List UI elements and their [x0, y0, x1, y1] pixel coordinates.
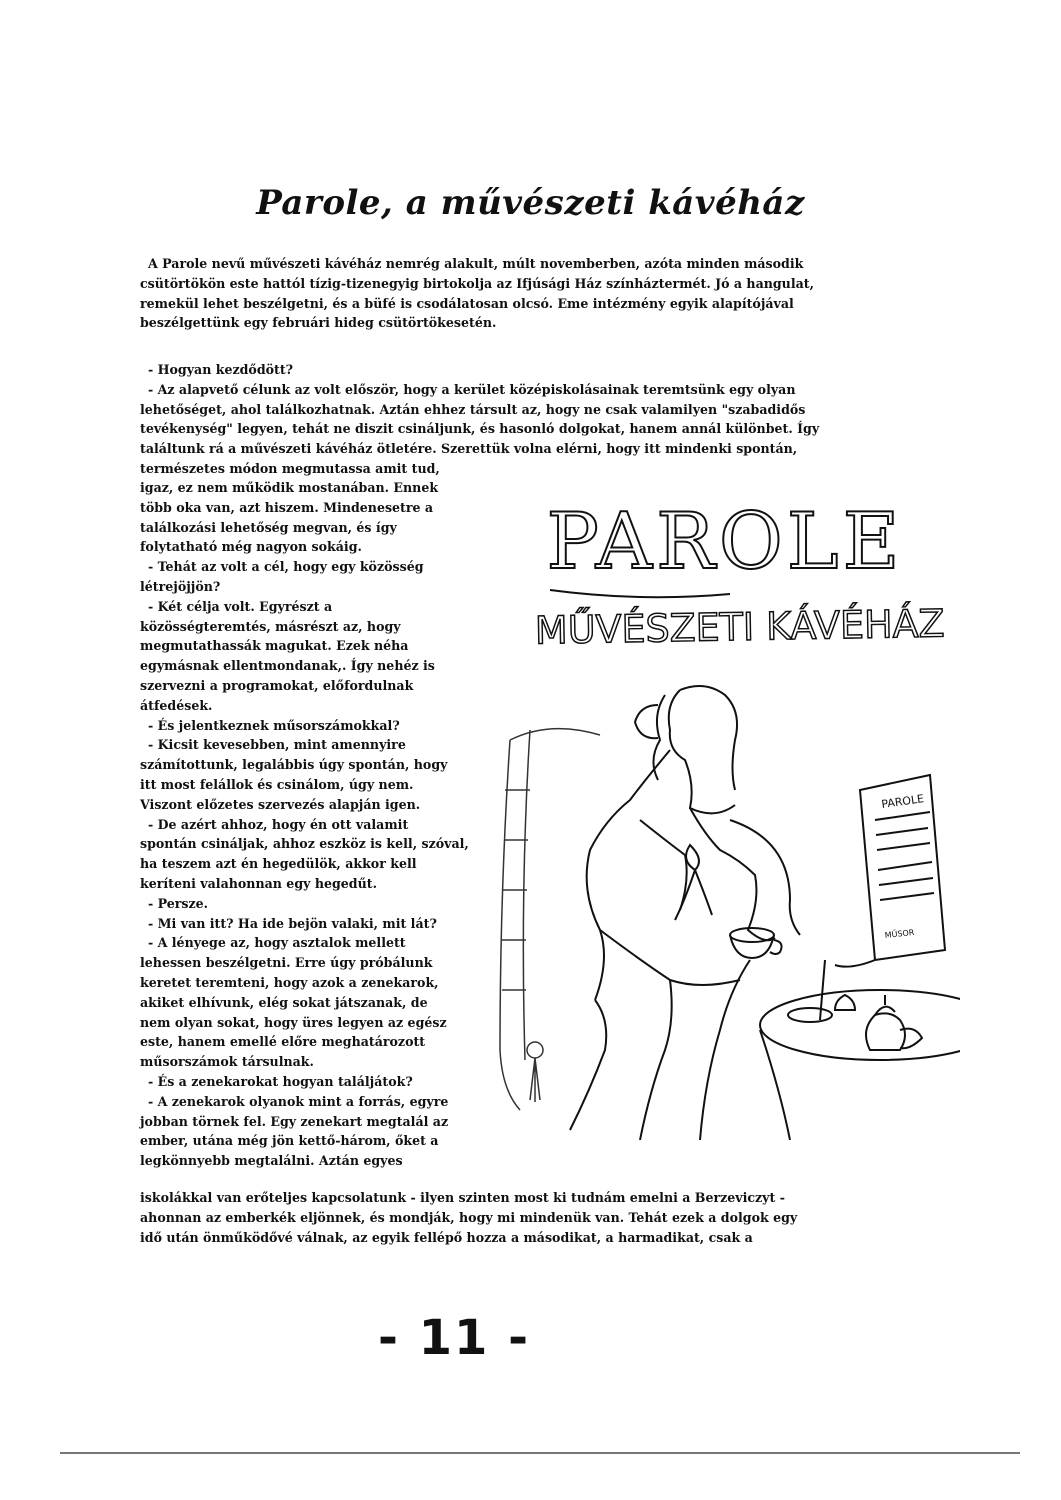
text-line: spontán csináljak, ahhoz eszköz is kell, szóval,	[140, 836, 469, 852]
interview-full-width	[140, 360, 890, 479]
text-line: - Hogyan kezdődött?	[148, 362, 294, 377]
text-line: idő után önműködővé válnak, az egyik fellépő hozza a másodikat, a harmadikat, csak a	[140, 1229, 753, 1245]
text-line: itt most felállok és csinálom, úgy nem.	[140, 776, 414, 792]
text-line: - És a zenekarokat hogyan találjátok?	[148, 1073, 413, 1089]
text-line: igaz, ez nem működik mostanában. Ennek	[140, 480, 439, 495]
text-line: - És jelentkeznek műsorszámokkal?	[148, 717, 400, 733]
parole-illustration	[490, 490, 960, 1140]
text-line: több oka van, azt hiszem. Mindenesetre a	[140, 499, 434, 515]
text-line: létrejöjjön?	[140, 578, 221, 594]
text-line: ember, utána még jön kettő-három, őket a	[140, 1133, 439, 1149]
text-line: csütörtökön este hattól tízig-tizenegyig birtokolja az Ifjúsági Ház színháztermét. Jó a hangulat,	[140, 275, 814, 291]
text-line: ahonnan az emberkék eljönnek, és mondják, hogy mi mindenük van. Tehát ezek a dolgok egy	[140, 1209, 798, 1225]
text-line: keretet teremteni, hogy azok a zenekarok,	[140, 974, 439, 990]
cafe-table-drawing	[760, 990, 960, 1140]
text-line: egymásnak ellentmondanak,. Így nehéz is	[140, 658, 435, 674]
text-line: este, hanem emellé előre meghatározott	[140, 1034, 426, 1050]
text-line: tevékenység" legyen, tehát ne diszit csináljunk, és hasonló dolgokat, hanem annál különbet. Így	[140, 421, 820, 437]
text-line: találtunk rá a művészeti kávéház ötletére. Szerettük volna elérni, hogy itt mindenki spontán,	[140, 441, 798, 457]
text-line: - Persze.	[148, 895, 209, 911]
logo-word: PAROLE	[546, 497, 904, 587]
page-bottom-rule	[60, 1452, 1020, 1454]
text-line: - De azért ahhoz, hogy én ott valamit	[148, 816, 409, 832]
text-line: szervezni a programokat, előfordulnak	[140, 677, 414, 693]
interview-tail	[140, 1188, 860, 1247]
teacup-drawing	[730, 928, 782, 958]
page-number: - 11 -	[378, 1310, 531, 1366]
text-line: Viszont előzetes szervezés alapján igen.	[140, 796, 421, 812]
text-line: - Két célja volt. Egyrészt a	[148, 598, 333, 614]
text-line: akiket elhívunk, elég sokat játszanak, de	[140, 994, 428, 1010]
text-line: beszélgettünk egy februári hideg csütörtökesetén.	[140, 315, 497, 331]
text-line: iskolákkal van erőteljes kapcsolatunk - ilyen szinten most ki tudnám emelni a Berzeviczyt -	[140, 1190, 785, 1205]
text-line: nem olyan sokat, hogy üres legyen az egész	[140, 1014, 447, 1030]
chair-drawing	[500, 729, 600, 1110]
text-line: - A lényege az, hogy asztalok mellett	[148, 935, 406, 951]
text-line: folytatható még nagyon sokáig.	[140, 539, 362, 555]
text-line: legkönnyebb megtalálni. Aztán egyes	[140, 1153, 403, 1169]
text-line: ha teszem azt én hegedülök, akkor kell	[140, 856, 417, 872]
text-line: - Tehát az volt a cél, hogy egy közösség	[148, 559, 424, 575]
text-line: megmutathassák magukat. Ezek néha	[140, 638, 409, 654]
text-line: átfedések.	[140, 697, 213, 713]
article-title: Parole, a művészeti kávéház	[256, 183, 805, 223]
woman-drawing	[570, 686, 800, 1140]
text-line: találkozási lehetőség megvan, és így	[140, 519, 397, 535]
text-line: - Az alapvető célunk az volt először, hogy a kerület középiskolásainak teremtsünk egy olyan	[148, 381, 796, 397]
logo-subtitle: MŰVÉSZETI KÁVÉHÁZ	[534, 601, 945, 653]
text-line: lehessen beszélgetni. Erre úgy próbálunk	[140, 955, 433, 971]
text-line: keríteni valahonnan egy hegedűt.	[140, 875, 377, 891]
text-line: remekül lehet beszélgetni, és a büfé is csodálatosan olcsó. Eme intézmény egyik alapítójával	[140, 295, 794, 311]
text-line: - A zenekarok olyanok mint a forrás, egyre	[148, 1093, 449, 1109]
text-line: - Kicsit kevesebben, mint amennyire	[148, 737, 406, 753]
text-line: közösségteremtés, másrészt az, hogy	[140, 618, 401, 634]
text-line: műsorszámok társulnak.	[140, 1054, 314, 1070]
text-line: - Mi van itt? Ha ide bejön valaki, mit lát?	[148, 915, 437, 931]
menu-header: PAROLE	[880, 792, 925, 811]
text-line: lehetőséget, ahol találkozhatnak. Aztán ehhez társult az, hogy ne csak valamilyen "szabadidős	[140, 401, 806, 417]
menu-footer: MŰSOR	[884, 927, 915, 940]
interview-narrow-column	[140, 478, 500, 1171]
text-line: számítottunk, legalábbis úgy spontán, hogy	[140, 757, 448, 773]
text-line: A Parole nevű művészeti kávéház nemrég alakult, múlt novemberben, azóta minden második	[148, 256, 804, 271]
menu-sheet-drawing	[820, 775, 945, 1020]
intro-paragraph	[140, 254, 880, 333]
text-line: természetes módon megmutassa amit tud,	[140, 460, 440, 476]
text-line: jobban törnek fel. Egy zenekart megtalál az	[140, 1113, 449, 1129]
